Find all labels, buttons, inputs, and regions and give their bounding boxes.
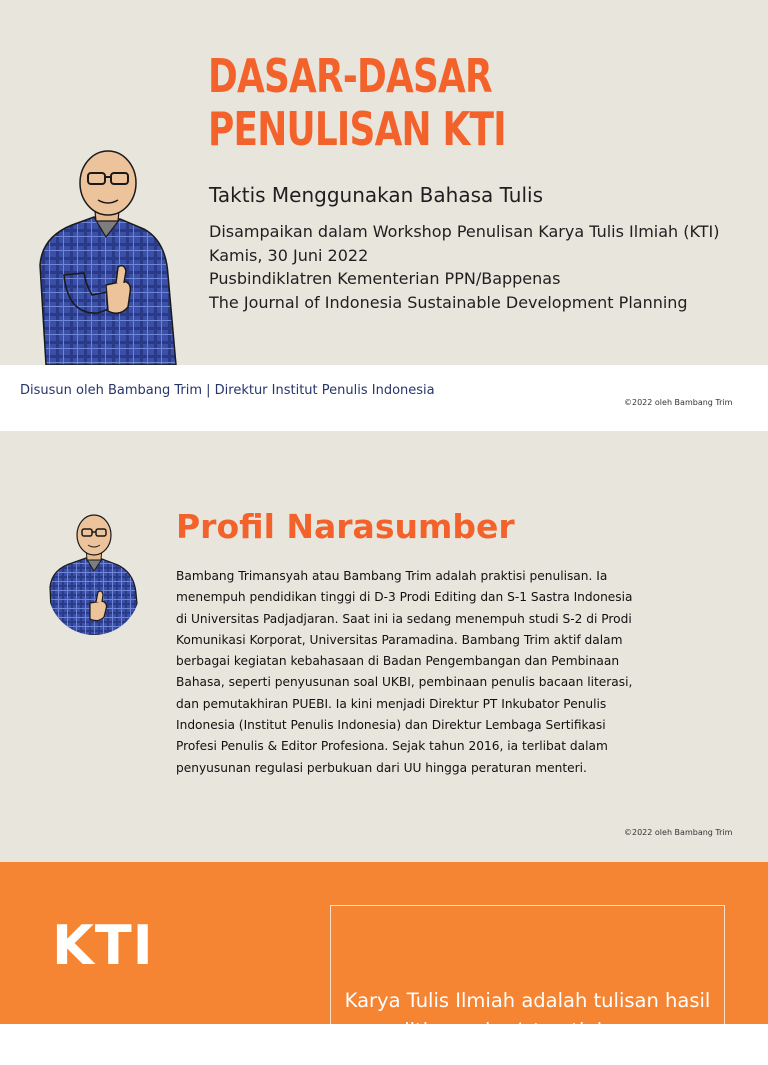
presenter-illustration-small bbox=[44, 513, 144, 635]
main-title-line-2: PENULISAN KTI bbox=[208, 102, 506, 156]
presenter-illustration bbox=[28, 145, 188, 365]
event-info bbox=[209, 220, 719, 314]
main-title-line-1: DASAR-DASAR bbox=[208, 49, 492, 103]
title-slide bbox=[0, 0, 768, 365]
speaker-bio: Bambang Trimansyah atau Bambang Trim adalah praktisi penulisan. Ia menempuh pendidikan tinggi di D-3 Prodi Editing dan S-1 Sastra Indonesia di Universitas Padjadjaran. Saat ini ia sedang menempuh studi S-2 di Prodi Komunikasi Korporat, Universitas Paramadina. Bambang Trim aktif dalam berbagai kegiatan kebahasaan di Badan Pengembangan dan Pembinaan Bahasa, seperti penyusunan soal UKBI, pembinaan penulis bacaan literasi, dan pemutakhiran PUEBI. Ia kini menjadi Direktur PT Inkubator Penulis Indonesia (Institut Penulis Indonesia) dan Direktur Lembaga Sertifikasi Profesi Penulis & Editor Profesiona. Sejak tahun 2016, ia terlibat dalam penyusunan regulasi perbukuan dari UU hingga peraturan menteri. bbox=[176, 569, 633, 775]
kti-title: KTI bbox=[52, 914, 154, 977]
event-date: Kamis, 30 Juni 2022 bbox=[209, 245, 369, 265]
profile-title: Profil Narasumber bbox=[176, 507, 515, 546]
copyright-notice: ©2022 oleh Bambang Trim bbox=[624, 398, 733, 407]
main-title bbox=[208, 50, 614, 156]
event-name: Disampaikan dalam Workshop Penulisan Karya Tulis Ilmiah (KTI) bbox=[209, 222, 720, 241]
event-journal: The Journal of Indonesia Sustainable Development Planning bbox=[209, 292, 688, 312]
kti-definition: Karya Tulis Ilmiah adalah tulisan hasil litbang dan/atau tinjauan bbox=[344, 989, 711, 1042]
event-organizer: Pusbindiklatren Kementerian PPN/Bappenas bbox=[209, 269, 561, 288]
profile-slide bbox=[0, 431, 768, 862]
kti-slide bbox=[0, 862, 768, 1042]
copyright-notice-2: ©2022 oleh Bambang Trim bbox=[624, 828, 733, 837]
subtitle: Taktis Menggunakan Bahasa Tulis bbox=[209, 183, 544, 207]
kti-definition-box bbox=[330, 905, 725, 1065]
author-credit: Disusun oleh Bambang Trim | Direktur Institut Penulis Indonesia bbox=[20, 383, 435, 398]
